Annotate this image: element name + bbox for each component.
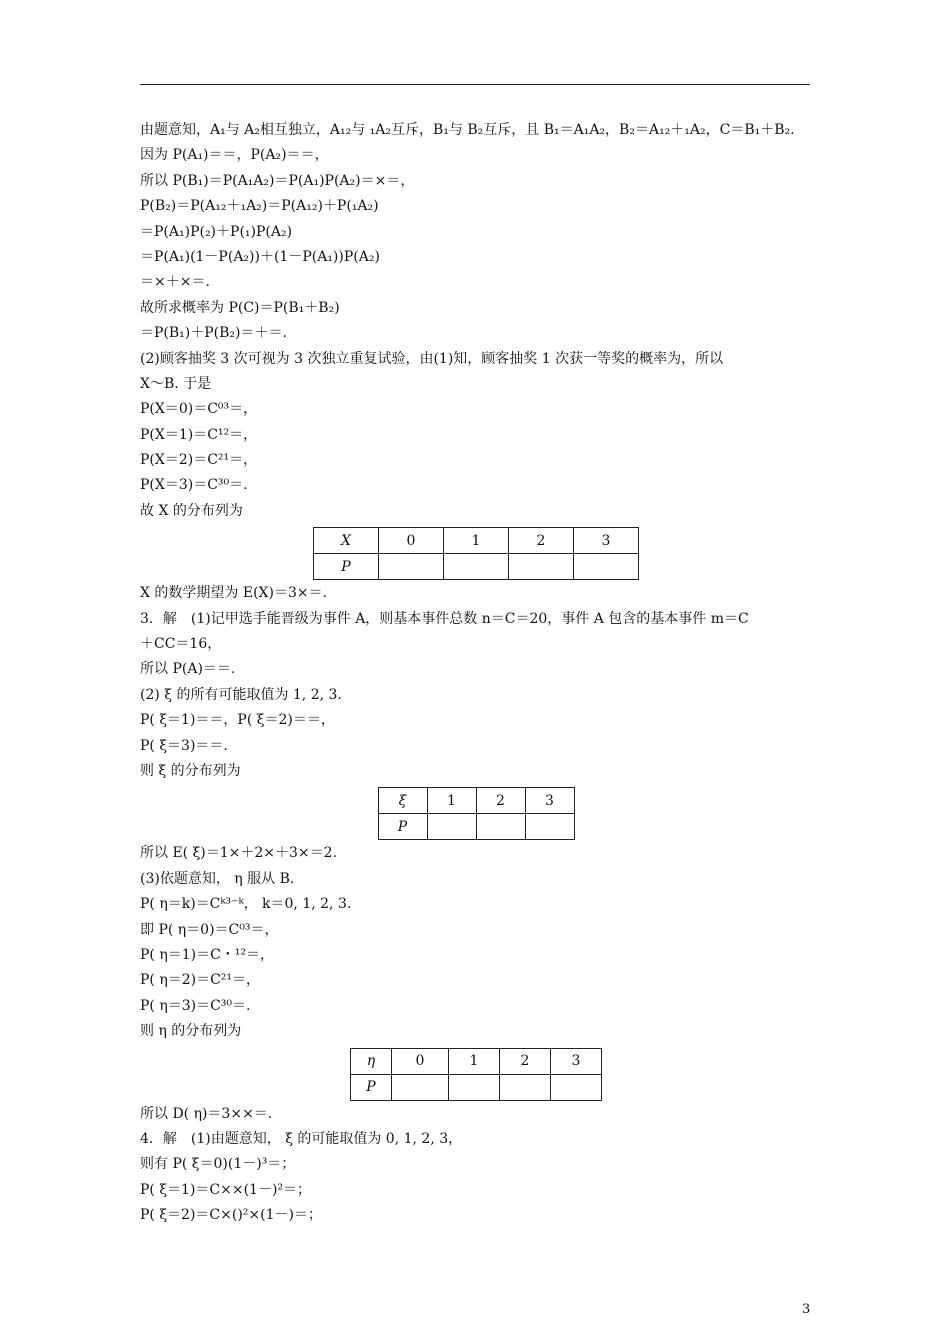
text-line: 4．解 (1)由题意知， ξ 的可能取值为 0, 1, 2, 3，: [140, 1130, 463, 1147]
distribution-table-xi-wrapper: [140, 787, 812, 840]
text-block-a: [140, 118, 812, 524]
text-line: P( η＝3)＝C³⁰＝.: [140, 997, 251, 1014]
table-cell: [509, 554, 574, 580]
table-cell: P: [314, 554, 379, 580]
text-line: 3．解 (1)记甲选手能晋级为事件 A，则基本事件总数 n＝C＝20，事件 A 包含的基本事件 m＝C: [140, 610, 749, 627]
text-line: ＝P(A₁)P(₂)＋P(₁)P(A₂): [140, 223, 293, 240]
text-line: (2)顾客抽奖 3 次可视为 3 次独立重复试验，由(1)知，顾客抽奖 1 次获一等奖的概率为，所以: [140, 350, 724, 367]
text-line: P( ξ＝1)＝＝，P( ξ＝2)＝＝，: [140, 712, 335, 729]
table-cell: [574, 554, 639, 580]
text-line: P( η＝k)＝Cᵏ³⁻ᵏ， k＝0, 1, 2, 3.: [140, 896, 352, 913]
text-line: P(X＝1)＝C¹²＝，: [140, 426, 258, 443]
table-cell: 0: [379, 528, 444, 554]
text-line: P( ξ＝2)＝C×()²×(1－)＝；: [140, 1207, 322, 1224]
table-cell: ξ: [378, 788, 427, 814]
table-cell: 0: [392, 1048, 449, 1074]
text-line: 即 P( η＝0)＝C⁰³＝，: [140, 921, 279, 938]
table-cell: 2: [476, 788, 525, 814]
table-cell: 3: [551, 1048, 602, 1074]
text-line: X～B. 于是: [140, 375, 212, 392]
text-line: ＝×＋×＝.: [140, 274, 210, 291]
table-cell: 2: [500, 1048, 551, 1074]
table-cell: 1: [444, 528, 509, 554]
header-rule: [140, 84, 810, 85]
table-cell: 3: [525, 788, 574, 814]
table-cell: [449, 1074, 500, 1100]
table-cell: X: [314, 528, 379, 554]
text-line: 所以 E( ξ)＝1×＋2×＋3×＝2.: [140, 845, 338, 862]
text-line: 则 ξ 的分布列为: [140, 762, 241, 779]
text-line: 因为 P(A₁)＝＝，P(A₂)＝＝，: [140, 147, 329, 164]
table-header-row: [314, 528, 639, 554]
table-cell: [444, 554, 509, 580]
table-cell: P: [351, 1074, 392, 1100]
text-block-d: [140, 1102, 812, 1229]
text-line: P(X＝0)＝C⁰³＝，: [140, 401, 258, 418]
table-cell: 1: [449, 1048, 500, 1074]
text-line: (3)依题意知， η 服从 B.: [140, 870, 295, 887]
text-line: 则有 P( ξ＝0)(1－)³＝；: [140, 1156, 296, 1173]
text-line: P(X＝2)＝C²¹＝，: [140, 452, 258, 469]
page-content: [140, 118, 812, 1228]
distribution-table-eta-wrapper: [140, 1048, 812, 1101]
text-line: 所以 P(A)＝＝.: [140, 661, 236, 678]
text-line: P( η＝2)＝C²¹＝，: [140, 972, 261, 989]
text-block-c: [140, 841, 812, 1044]
table-cell: 1: [427, 788, 476, 814]
distribution-table-x: [313, 527, 639, 580]
distribution-table-eta: [350, 1048, 602, 1101]
text-line: 所以 P(B₁)＝P(A₁A₂)＝P(A₁)P(A₂)＝×＝，: [140, 172, 415, 189]
table-cell: 3: [574, 528, 639, 554]
table-cell: [551, 1074, 602, 1100]
text-line: P(B₂)＝P(A₁₂＋₁A₂)＝P(A₁₂)＋P(₁A₂): [140, 198, 379, 215]
text-line: X 的数学期望为 E(X)＝3×＝.: [140, 585, 328, 602]
table-cell: 2: [509, 528, 574, 554]
table-header-row: [351, 1048, 602, 1074]
text-line: 故 X 的分布列为: [140, 502, 243, 519]
table-cell: [500, 1074, 551, 1100]
text-line: P(X＝3)＝C³⁰＝.: [140, 477, 248, 494]
text-line: (2) ξ 的所有可能取值为 1, 2, 3.: [140, 686, 342, 703]
text-line: 由题意知，A₁与 A₂相互独立，A₁₂与 ₁A₂互斥，B₁与 B₂互斥，且 B₁＝A₁A₂，B₂＝A₁₂＋₁A₂，C＝B₁＋B₂.: [140, 122, 795, 138]
text-line: P( ξ＝3)＝＝.: [140, 737, 228, 754]
text-line: P( ξ＝1)＝C××(1－)²＝；: [140, 1181, 312, 1198]
table-cell: [392, 1074, 449, 1100]
text-line: 所以 D( η)＝3××＝.: [140, 1105, 273, 1122]
table-row: [351, 1074, 602, 1100]
table-cell: [476, 814, 525, 840]
text-line: 故所求概率为 P(C)＝P(B₁＋B₂): [140, 299, 340, 316]
text-line: P( η＝1)＝C・¹²＝，: [140, 946, 275, 963]
table-cell: P: [378, 814, 427, 840]
table-header-row: [378, 788, 574, 814]
distribution-table-xi: [378, 787, 575, 840]
text-line: ＝P(B₁)＋P(B₂)＝＋＝.: [140, 325, 287, 342]
text-line: 则 η 的分布列为: [140, 1023, 242, 1040]
table-cell: [379, 554, 444, 580]
text-block-b: [140, 581, 812, 784]
text-line: ＝P(A₁)(1－P(A₂))＋(1－P(A₁))P(A₂): [140, 248, 380, 265]
table-cell: η: [351, 1048, 392, 1074]
text-line: ＋CC＝16，: [140, 636, 222, 653]
table-cell: [427, 814, 476, 840]
table-row: [314, 554, 639, 580]
table-cell: [525, 814, 574, 840]
page-number: 3: [802, 1302, 811, 1317]
distribution-table-x-wrapper: [140, 527, 812, 580]
table-row: [378, 814, 574, 840]
